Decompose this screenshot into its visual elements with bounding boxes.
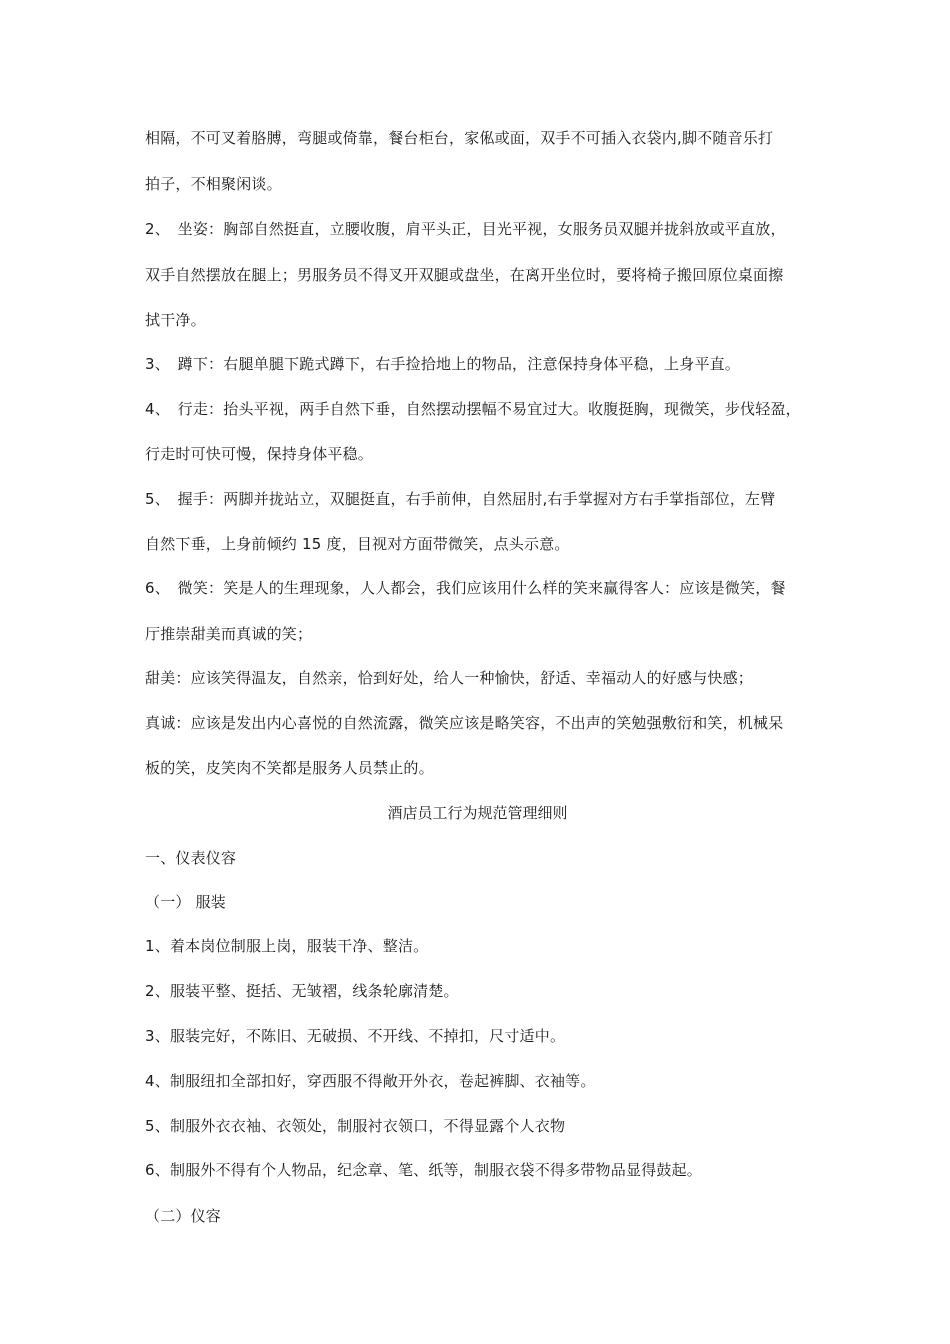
list-item: 2、服装平整、挺括、无皱褶，线条轮廓清楚。 bbox=[145, 982, 459, 1000]
paragraph-line: 4、 行走：抬头平视，两手自然下垂，自然摆动摆幅不易宜过大。收腹挺胸，现微笑，步伐轻盈， bbox=[145, 400, 801, 418]
paragraph-line: 甜美：应该笑得温友，自然亲，恰到好处，给人一种愉快，舒适、幸福动人的好感与快感； bbox=[145, 669, 754, 687]
paragraph-line: 拭干净。 bbox=[145, 311, 206, 329]
paragraph-line: 6、 微笑：笑是人的生理现象，人人都会，我们应该用什么样的笑来赢得客人：应该是微笑，餐 bbox=[145, 579, 786, 597]
subsection-heading: （一） 服装 bbox=[145, 893, 226, 911]
list-item: 6、制服外不得有个人物品，纪念章、笔、纸等，制服衣袋不得多带物品显得鼓起。 bbox=[145, 1161, 702, 1179]
list-item: 1、着本岗位制服上岗，服装干净、整洁。 bbox=[145, 937, 429, 955]
paragraph-line: 自然下垂，上身前倾约 15 度，目视对方面带微笑，点头示意。 bbox=[145, 535, 570, 553]
paragraph-line: 真诚：应该是发出内心喜悦的自然流露，微笑应该是略笑容，不出声的笑勉强敷衍和笑，机械呆 bbox=[145, 714, 784, 732]
paragraph-line: 5、 握手：两脚并拢站立，双腿挺直，右手前伸，自然屈肘,右手掌握对方右手掌指部位，左臂 bbox=[145, 490, 776, 508]
paragraph-line: 厅推崇甜美而真诚的笑； bbox=[145, 625, 313, 643]
document-title: 酒店员工行为规范管理细则 bbox=[387, 804, 568, 822]
paragraph-line: 行走时可快可慢，保持身体平稳。 bbox=[145, 445, 374, 463]
paragraph-line: 相隔，不可叉着胳膊，弯腿或倚靠，餐台柜台，家俬或面，双手不可插入衣袋内,脚不随音乐打 bbox=[145, 129, 774, 147]
list-item: 4、制服纽扣全部扣好，穿西服不得敞开外衣，卷起裤脚、衣袖等。 bbox=[145, 1072, 596, 1090]
paragraph-line: 2、 坐姿：胸部自然挺直，立腰收腹，肩平头正，目光平视，女服务员双腿并拢斜放或平直放， bbox=[145, 220, 786, 238]
list-item: 3、服装完好，不陈旧、无破损、不开线、不掉扣，尺寸适中。 bbox=[145, 1027, 566, 1045]
list-item: 5、制服外衣衣袖、衣领处，制服衬衣领口，不得显露个人衣物 bbox=[145, 1117, 566, 1135]
subsection-heading: （二）仪容 bbox=[145, 1207, 222, 1225]
paragraph-line: 拍子，不相聚闲谈。 bbox=[145, 175, 282, 193]
paragraph-line: 板的笑，皮笑肉不笑都是服务人员禁止的。 bbox=[145, 759, 434, 777]
paragraph-line: 3、 蹲下：右腿单腿下跪式蹲下，右手捡拾地上的物品，注意保持身体平稳，上身平直。 bbox=[145, 355, 741, 373]
section-heading: 一、仪表仪容 bbox=[145, 849, 237, 867]
paragraph-line: 双手自然摆放在腿上；男服务员不得叉开双腿或盘坐，在离开坐位时，要将椅子搬回原位桌面擦 bbox=[145, 266, 784, 284]
